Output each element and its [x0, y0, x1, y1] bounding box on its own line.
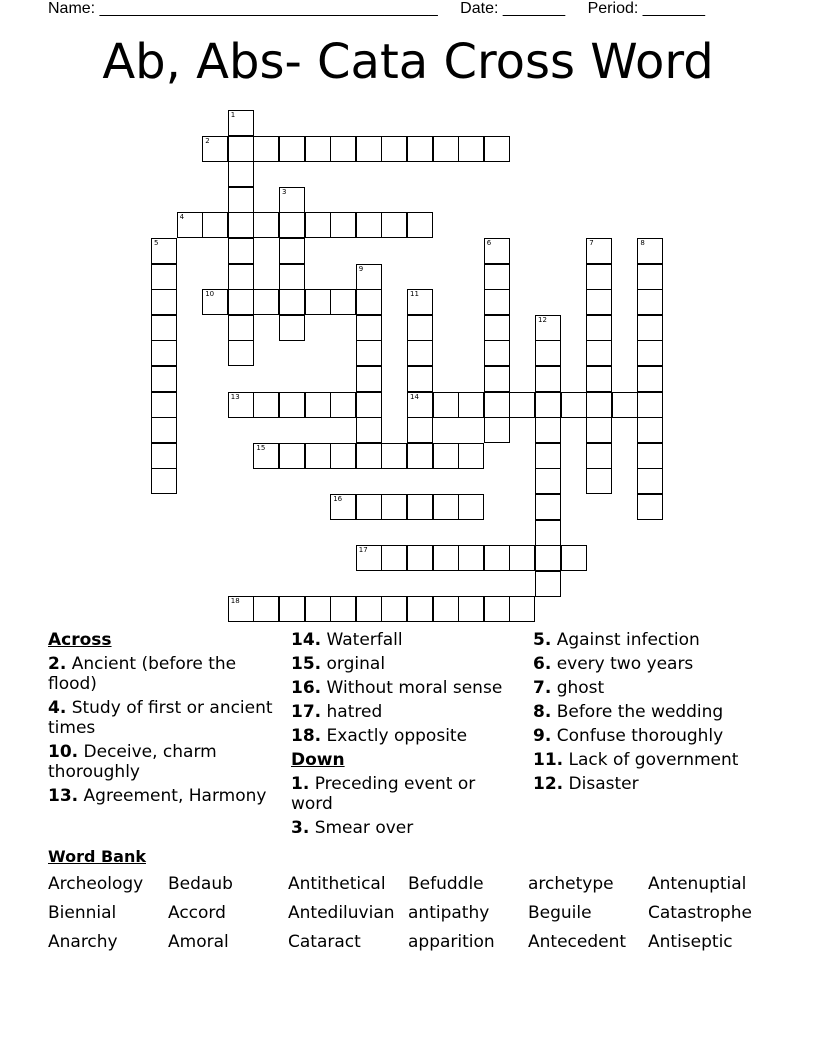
grid-cell[interactable] [637, 443, 663, 469]
grid-cell[interactable] [637, 289, 663, 315]
grid-cell[interactable] [535, 366, 561, 392]
grid-cell[interactable] [407, 340, 433, 366]
grid-cell[interactable] [305, 392, 331, 418]
clue-text: Lack of government [568, 750, 739, 770]
clue-number-label: 10. [48, 742, 79, 762]
grid-cell[interactable] [484, 289, 510, 315]
grid-cell[interactable] [356, 417, 382, 443]
grid-cell[interactable] [535, 417, 561, 443]
grid-cell[interactable] [356, 366, 382, 392]
clue-text: Study of first or ancient times [48, 698, 273, 738]
grid-cell[interactable] [279, 443, 305, 469]
clue-number: 9 [358, 264, 364, 273]
grid-cell[interactable] [637, 494, 663, 520]
clue-number-label: 16. [291, 678, 322, 698]
word-bank-item: antipathy [408, 903, 490, 923]
grid-cell[interactable] [535, 340, 561, 366]
grid-cell[interactable] [253, 212, 279, 238]
grid-cell[interactable] [202, 289, 228, 315]
word-bank-item: Antenuptial [648, 874, 747, 894]
grid-cell[interactable] [330, 392, 356, 418]
clue-text: Exactly opposite [326, 726, 468, 746]
grid-cell[interactable] [433, 443, 459, 469]
clue-text: Confuse thoroughly [556, 726, 724, 746]
grid-cell[interactable] [586, 366, 612, 392]
clue-number: 4 [179, 213, 185, 222]
clue-number-label: 2. [48, 654, 67, 674]
grid-cell[interactable] [356, 596, 382, 622]
grid-cell[interactable] [535, 315, 561, 341]
grid-cell[interactable] [356, 545, 382, 571]
clue-text: Preceding event or word [291, 774, 476, 814]
grid-cell[interactable] [279, 238, 305, 264]
grid-cell[interactable] [484, 315, 510, 341]
clue-number-label: 3. [291, 818, 310, 838]
clue-item [291, 726, 521, 746]
grid-cell[interactable] [228, 315, 254, 341]
word-bank-heading: Word Bank [48, 847, 147, 866]
word-bank-item: Amoral [168, 932, 229, 952]
clue-item [48, 742, 278, 782]
grid-cell[interactable] [586, 443, 612, 469]
grid-cell[interactable] [151, 366, 177, 392]
grid-cell[interactable] [535, 571, 561, 597]
clue-item [291, 654, 521, 674]
grid-cell[interactable] [279, 596, 305, 622]
clue-number-label: 14. [291, 630, 322, 650]
clue-number: 17 [358, 546, 368, 555]
grid-cell[interactable] [407, 392, 433, 418]
grid-cell[interactable] [535, 468, 561, 494]
grid-cell[interactable] [279, 212, 305, 238]
clues-column-3 [533, 630, 793, 798]
grid-cell[interactable] [535, 520, 561, 546]
word-bank-item: Archeology [48, 874, 144, 894]
grid-cell[interactable] [253, 392, 279, 418]
clue-item [48, 698, 278, 738]
grid-cell[interactable] [151, 315, 177, 341]
grid-cell[interactable] [381, 212, 407, 238]
clue-number-label: 15. [291, 654, 322, 674]
clues-column-1 [48, 630, 278, 810]
clue-number: 6 [486, 239, 492, 247]
grid-cell[interactable] [433, 136, 459, 162]
grid-cell[interactable] [151, 443, 177, 469]
grid-cell[interactable] [151, 238, 177, 264]
grid-cell[interactable] [458, 596, 484, 622]
clue-item [533, 726, 793, 746]
word-bank-item: apparition [408, 932, 495, 952]
clue-number: 12 [538, 315, 547, 324]
clue-number-label: 8. [533, 702, 552, 722]
grid-cell[interactable] [433, 494, 459, 520]
clue-number: 7 [589, 239, 594, 247]
clue-number: 14 [410, 392, 419, 401]
word-bank [48, 874, 808, 953]
clue-item [291, 774, 521, 814]
grid-cell[interactable] [535, 443, 561, 469]
across-heading: Across [48, 630, 112, 650]
name-field[interactable]: Name: ______________________________________ [48, 0, 438, 17]
clue-number: 5 [154, 239, 159, 247]
clue-number: 18 [230, 597, 240, 606]
grid-cell[interactable] [253, 289, 279, 315]
word-bank-item: Anarchy [48, 932, 118, 952]
clue-item [533, 750, 793, 770]
grid-cell[interactable] [637, 264, 663, 290]
word-bank-item: Catastrophe [648, 903, 752, 923]
grid-cell[interactable] [586, 392, 612, 418]
grid-cell[interactable] [458, 545, 484, 571]
page-title: Ab, Abs- Cata Cross Word [102, 34, 714, 90]
clue-item [291, 702, 521, 722]
clue-text: every two years [556, 654, 694, 674]
word-bank-item: Antediluvian [288, 903, 395, 923]
word-bank-item: Cataract [288, 932, 361, 952]
clue-text: Without moral sense [326, 678, 503, 698]
clue-number-label: 17. [291, 702, 322, 722]
clue-item [48, 654, 278, 694]
clues-column-2 [291, 630, 521, 842]
grid-cell[interactable] [535, 494, 561, 520]
grid-cell[interactable] [356, 289, 382, 315]
grid-cell[interactable] [433, 596, 459, 622]
clue-number: 13 [230, 392, 240, 401]
grid-cell[interactable] [484, 366, 510, 392]
grid-cell[interactable] [586, 417, 612, 443]
grid-cell[interactable] [228, 596, 254, 622]
grid-cell[interactable] [637, 392, 663, 418]
grid-cell[interactable] [279, 187, 305, 213]
grid-cell[interactable] [484, 596, 510, 622]
grid-cell[interactable] [330, 596, 356, 622]
grid-cell[interactable] [356, 340, 382, 366]
grid-cell[interactable] [202, 136, 228, 162]
clue-item [533, 774, 793, 794]
grid-cell[interactable] [637, 340, 663, 366]
grid-cell[interactable] [484, 238, 510, 264]
grid-cell[interactable] [586, 238, 612, 264]
grid-cell[interactable] [279, 136, 305, 162]
grid-cell[interactable] [637, 366, 663, 392]
grid-cell[interactable] [407, 366, 433, 392]
word-bank-item: archetype [528, 874, 614, 894]
grid-cell[interactable] [561, 392, 587, 418]
clue-text: hatred [326, 702, 383, 722]
grid-cell[interactable] [253, 596, 279, 622]
grid-cell[interactable] [381, 443, 407, 469]
grid-cell[interactable] [305, 136, 331, 162]
grid-cell[interactable] [356, 494, 382, 520]
grid-cell[interactable] [356, 136, 382, 162]
grid-cell[interactable] [279, 315, 305, 341]
grid-cell[interactable] [407, 212, 433, 238]
clue-item [48, 786, 278, 806]
grid-cell[interactable] [356, 212, 382, 238]
clue-number-label: 5. [533, 630, 552, 650]
clue-number-label: 9. [533, 726, 552, 746]
grid-cell[interactable] [407, 494, 433, 520]
grid-cell[interactable] [458, 392, 484, 418]
grid-cell[interactable] [330, 443, 356, 469]
clue-number-label: 18. [291, 726, 322, 746]
grid-cell[interactable] [535, 545, 561, 571]
clue-number: 8 [640, 239, 645, 247]
grid-cell[interactable] [484, 417, 510, 443]
grid-cell[interactable] [305, 596, 331, 622]
clue-number-label: 7. [533, 678, 552, 698]
clue-text: ghost [556, 678, 605, 698]
grid-cell[interactable] [151, 340, 177, 366]
grid-cell[interactable] [228, 392, 254, 418]
grid-cell[interactable] [509, 596, 535, 622]
grid-cell[interactable] [151, 289, 177, 315]
clue-text: Smear over [314, 818, 414, 838]
grid-cell[interactable] [535, 392, 561, 418]
period-field[interactable]: Period: _______ [587, 0, 706, 17]
word-bank-item: Antecedent [528, 932, 627, 952]
grid-cell[interactable] [202, 212, 228, 238]
grid-cell[interactable] [637, 238, 663, 264]
grid-cell[interactable] [228, 187, 254, 213]
clue-number: 16 [333, 495, 343, 503]
grid-cell[interactable] [509, 545, 535, 571]
clue-number-label: 12. [533, 774, 564, 794]
clue-number: 3 [282, 187, 287, 196]
grid-cell[interactable] [637, 417, 663, 443]
grid-cell[interactable] [381, 545, 407, 571]
grid-cell[interactable] [484, 136, 510, 162]
grid-cell[interactable] [356, 392, 382, 418]
clue-text: Disaster [568, 774, 639, 794]
clue-item [291, 678, 521, 698]
grid-cell[interactable] [228, 264, 254, 290]
grid-cell[interactable] [330, 212, 356, 238]
grid-cell[interactable] [433, 392, 459, 418]
clue-number-label: 11. [533, 750, 564, 770]
grid-cell[interactable] [228, 289, 254, 315]
grid-cell[interactable] [305, 443, 331, 469]
grid-cell[interactable] [330, 136, 356, 162]
grid-cell[interactable] [407, 545, 433, 571]
clue-number: 10 [205, 290, 215, 299]
grid-cell[interactable] [228, 110, 254, 136]
clue-text: orginal [326, 654, 386, 674]
grid-cell[interactable] [586, 315, 612, 341]
clue-item [533, 678, 793, 698]
grid-cell[interactable] [279, 289, 305, 315]
grid-cell[interactable] [151, 264, 177, 290]
grid-cell[interactable] [637, 468, 663, 494]
grid-cell[interactable] [407, 443, 433, 469]
grid-cell[interactable] [433, 545, 459, 571]
grid-cell[interactable] [305, 289, 331, 315]
clue-text: Before the wedding [556, 702, 724, 722]
clue-text: Against infection [556, 630, 700, 650]
clue-number: 11 [410, 290, 419, 299]
grid-cell[interactable] [356, 443, 382, 469]
grid-cell[interactable] [228, 212, 254, 238]
grid-cell[interactable] [509, 392, 535, 418]
clue-text: Ancient (before the flood) [48, 654, 237, 694]
clue-item [533, 702, 793, 722]
down-heading: Down [291, 750, 345, 770]
clue-number: 15 [256, 443, 266, 452]
grid-cell[interactable] [253, 136, 279, 162]
grid-cell[interactable] [381, 494, 407, 520]
grid-cell[interactable] [381, 596, 407, 622]
grid-cell[interactable] [151, 468, 177, 494]
grid-cell[interactable] [381, 136, 407, 162]
word-bank-item: Accord [168, 903, 226, 923]
word-bank-item: Beguile [528, 903, 592, 923]
word-bank-item: Antithetical [288, 874, 386, 894]
grid-cell[interactable] [484, 392, 510, 418]
grid-cell[interactable] [407, 596, 433, 622]
grid-cell[interactable] [484, 340, 510, 366]
clue-item [291, 818, 521, 838]
clue-number-label: 6. [533, 654, 552, 674]
word-bank-item: Bedaub [168, 874, 233, 894]
student-info-header [48, 0, 723, 18]
grid-cell[interactable] [330, 289, 356, 315]
grid-cell[interactable] [151, 392, 177, 418]
grid-cell[interactable] [177, 212, 203, 238]
word-bank-item: Biennial [48, 903, 117, 923]
clue-number-label: 4. [48, 698, 67, 718]
grid-cell[interactable] [407, 136, 433, 162]
grid-cell[interactable] [612, 392, 638, 418]
grid-cell[interactable] [228, 161, 254, 187]
grid-cell[interactable] [228, 238, 254, 264]
grid-cell[interactable] [253, 443, 279, 469]
clue-text: Deceive, charm thoroughly [48, 742, 217, 782]
grid-cell[interactable] [586, 468, 612, 494]
grid-cell[interactable] [151, 417, 177, 443]
word-bank-item: Befuddle [408, 874, 484, 894]
grid-cell[interactable] [458, 443, 484, 469]
clue-number: 1 [230, 111, 236, 119]
grid-cell[interactable] [484, 545, 510, 571]
clue-number-label: 1. [291, 774, 310, 794]
date-field[interactable]: Date: _______ [460, 0, 566, 17]
grid-cell[interactable] [458, 494, 484, 520]
grid-cell[interactable] [637, 315, 663, 341]
grid-cell[interactable] [279, 392, 305, 418]
clue-item [291, 630, 521, 650]
grid-cell[interactable] [228, 340, 254, 366]
clue-number-label: 13. [48, 786, 79, 806]
clue-text: Waterfall [326, 630, 403, 650]
word-bank-item: Antiseptic [648, 932, 733, 952]
grid-cell[interactable] [356, 264, 382, 290]
grid-cell[interactable] [561, 545, 587, 571]
grid-cell[interactable] [407, 417, 433, 443]
grid-cell[interactable] [484, 264, 510, 290]
grid-cell[interactable] [586, 340, 612, 366]
grid-cell[interactable] [407, 289, 433, 315]
clue-number: 2 [205, 136, 210, 145]
grid-cell[interactable] [228, 136, 254, 162]
clue-item [533, 630, 793, 650]
grid-cell[interactable] [305, 212, 331, 238]
grid-cell[interactable] [407, 315, 433, 341]
grid-cell[interactable] [586, 264, 612, 290]
clue-text: Agreement, Harmony [83, 786, 267, 806]
clue-item [533, 654, 793, 674]
grid-cell[interactable] [356, 315, 382, 341]
grid-cell[interactable] [586, 289, 612, 315]
grid-cell[interactable] [458, 136, 484, 162]
grid-cell[interactable] [330, 494, 356, 520]
grid-cell[interactable] [279, 264, 305, 290]
